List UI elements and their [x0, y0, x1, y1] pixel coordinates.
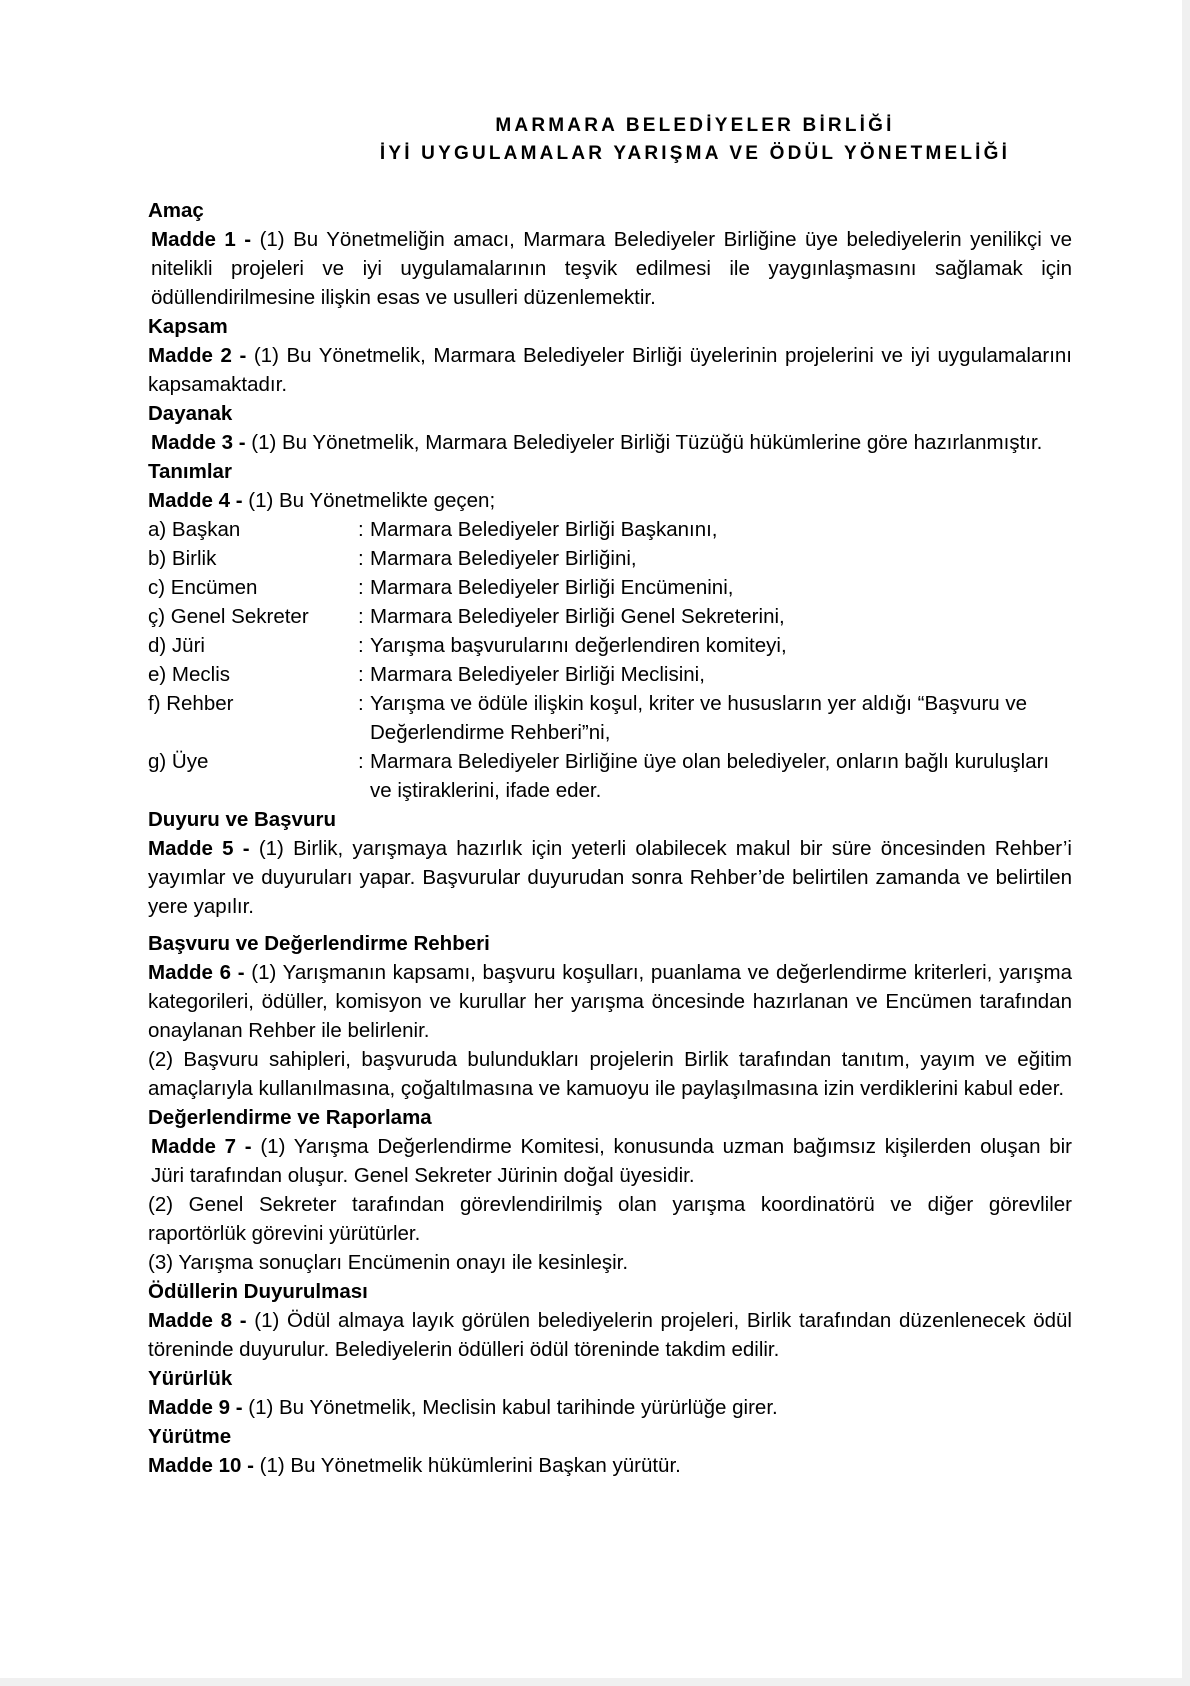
definition-text: Marmara Belediyeler Birliğini,: [370, 547, 637, 570]
definition-term: e) Meclis: [148, 663, 231, 686]
definition-text: Yarışma ve ödüle ilişkin koşul, kriter ve hususların yer aldığı “Başvuru ve Değerlendirme Rehberi”ni,: [370, 692, 1028, 744]
article-4-label: Madde 4 -: [148, 489, 249, 512]
definition-text: Yarışma başvurularını değerlendiren komiteyi,: [370, 634, 787, 657]
article-3: [148, 428, 1072, 457]
section-heading-amac: Amaç: [148, 199, 204, 222]
definition-separator: :: [358, 518, 364, 541]
article-6-text: (1) Yarışmanın kapsamı, başvuru koşulları, puanlama ve değerlendirme kriterleri, yarışma kategorileri, ödüller, komisyon ve kurullar her yarışma öncesinde hazırlanan ve Encümen tarafından onaylanan Rehber ile belirlenir.: [148, 961, 1072, 1042]
definition-separator: :: [358, 692, 364, 715]
definition-term: b) Birlik: [148, 547, 217, 570]
section-heading-yurutme: Yürütme: [148, 1425, 232, 1448]
definition-row: [148, 602, 1072, 631]
section-heading-degerlendirme: Değerlendirme ve Raporlama: [148, 1106, 432, 1129]
article-4-text: (1) Bu Yönetmelikte geçen;: [248, 489, 496, 512]
article-5-text: (1) Birlik, yarışmaya hazırlık için yeterli olabilecek makul bir süre öncesinden Rehber’i yayımlar ve duyuruları yapar. Başvurular duyurudan sonra Rehber’de belirtilen zamanda ve belirtilen yere yapılır.: [148, 837, 1072, 918]
section-heading-oduller: Ödüllerin Duyurulması: [148, 1280, 368, 1303]
article-10-text: (1) Bu Yönetmelik hükümlerini Başkan yürütür.: [259, 1454, 681, 1477]
definition-row: [148, 660, 1072, 689]
section-heading-rehber: Başvuru ve Değerlendirme Rehberi: [148, 932, 490, 955]
definition-text: Marmara Belediyeler Birliği Meclisini,: [370, 663, 705, 686]
article-3-text: (1) Bu Yönetmelik, Marmara Belediyeler Birliği Tüzüğü hükümlerine göre hazırlanmıştır.: [251, 431, 1043, 454]
article-3-label: Madde 3 -: [151, 431, 252, 454]
article-8: [148, 1306, 1072, 1364]
definition-term: ç) Genel Sekreter: [148, 605, 309, 628]
definition-separator: :: [358, 750, 364, 773]
definition-text: Marmara Belediyeler Birliğine üye olan belediyeler, onların bağlı kuruluşları ve iştiraklerini, ifade eder.: [370, 750, 1050, 802]
article-9: [148, 1393, 1072, 1422]
article-6: [148, 958, 1072, 1045]
article-10: [148, 1451, 1072, 1480]
section-heading-yururluk: Yürürlük: [148, 1367, 233, 1390]
article-1-label: Madde 1 -: [151, 228, 260, 251]
article-6-label: Madde 6 -: [148, 961, 252, 984]
article-10-label: Madde 10 -: [148, 1454, 260, 1477]
article-7-paragraph-2: (2) Genel Sekreter tarafından görevlendirilmiş olan yarışma koordinatörü ve diğer görevliler raportörlük görevini yürütürler.: [148, 1193, 1072, 1245]
article-9-label: Madde 9 -: [148, 1396, 249, 1419]
definition-row: [148, 515, 1072, 544]
section-heading-kapsam: Kapsam: [148, 315, 228, 338]
article-8-label: Madde 8 -: [148, 1309, 255, 1332]
definition-row: [148, 631, 1072, 660]
definition-row: [148, 689, 1072, 747]
section-heading-tanimlar: Tanımlar: [148, 460, 232, 483]
article-1-text: (1) Bu Yönetmeliğin amacı, Marmara Belediyeler Birliğine üye belediyelerin yenilikçi ve nitelikli projeleri ve iyi uygulamalarının teşvik edilmesi ile yaygınlaşmasını sağlamak için ödüllendirilmesine ilişkin esas ve usulleri düzenlemektir.: [151, 228, 1072, 309]
article-5: [148, 834, 1072, 921]
title-line-1: MARMARA BELEDİYELER BİRLİĞİ: [495, 115, 895, 136]
definition-term: d) Jüri: [148, 634, 205, 657]
document-body: [148, 196, 1072, 1480]
document-title: [0, 112, 1182, 168]
definition-text: Marmara Belediyeler Birliği Genel Sekreterini,: [370, 605, 785, 628]
article-7-text: (1) Yarışma Değerlendirme Komitesi, konusunda uzman bağımsız kişilerden oluşan bir Jüri tarafından oluşur. Genel Sekreter Jürinin doğal üyesidir.: [151, 1135, 1072, 1187]
definition-row: [148, 573, 1072, 602]
article-7-paragraph-3: (3) Yarışma sonuçları Encümenin onayı ile kesinleşir.: [148, 1251, 629, 1274]
definition-term: f) Rehber: [148, 692, 234, 715]
article-1: [148, 225, 1072, 312]
definition-term: g) Üye: [148, 750, 209, 773]
definition-separator: :: [358, 634, 364, 657]
title-line-2: İYİ UYGULAMALAR YARIŞMA VE ÖDÜL YÖNETMELİĞİ: [379, 143, 1011, 164]
definition-term: a) Başkan: [148, 518, 241, 541]
article-5-label: Madde 5 -: [148, 837, 259, 860]
definition-separator: :: [358, 576, 364, 599]
definition-separator: :: [358, 663, 364, 686]
definition-text: Marmara Belediyeler Birliği Başkanını,: [370, 518, 718, 541]
definition-row: [148, 747, 1072, 805]
article-7: [148, 1132, 1072, 1190]
definition-separator: :: [358, 547, 364, 570]
definition-separator: :: [358, 605, 364, 628]
article-2-text: (1) Bu Yönetmelik, Marmara Belediyeler Birliği üyelerinin projelerini ve iyi uygulamalarını kapsamaktadır.: [148, 344, 1072, 396]
definition-row: [148, 544, 1072, 573]
article-9-text: (1) Bu Yönetmelik, Meclisin kabul tarihinde yürürlüğe girer.: [248, 1396, 778, 1419]
definition-term: c) Encümen: [148, 576, 258, 599]
section-heading-duyuru: Duyuru ve Başvuru: [148, 808, 336, 831]
article-6-paragraph-2: (2) Başvuru sahipleri, başvuruda bulundukları projelerin Birlik tarafından tanıtım, yayım ve eğitim amaçlarıyla kullanılmasına, çoğaltılmasına ve kamuoyu ile paylaşılmasına izin verdiklerini kabul eder.: [148, 1048, 1072, 1100]
article-2: [148, 341, 1072, 399]
article-8-text: (1) Ödül almaya layık görülen belediyelerin projeleri, Birlik tarafından düzenlenecek ödül töreninde duyurulur. Belediyelerin ödülleri ödül töreninde takdim edilir.: [148, 1309, 1072, 1361]
article-2-label: Madde 2 -: [148, 344, 254, 367]
article-7-label: Madde 7 -: [151, 1135, 261, 1158]
definition-text: Marmara Belediyeler Birliği Encümenini,: [370, 576, 734, 599]
article-4: [148, 486, 1072, 515]
section-heading-dayanak: Dayanak: [148, 402, 233, 425]
